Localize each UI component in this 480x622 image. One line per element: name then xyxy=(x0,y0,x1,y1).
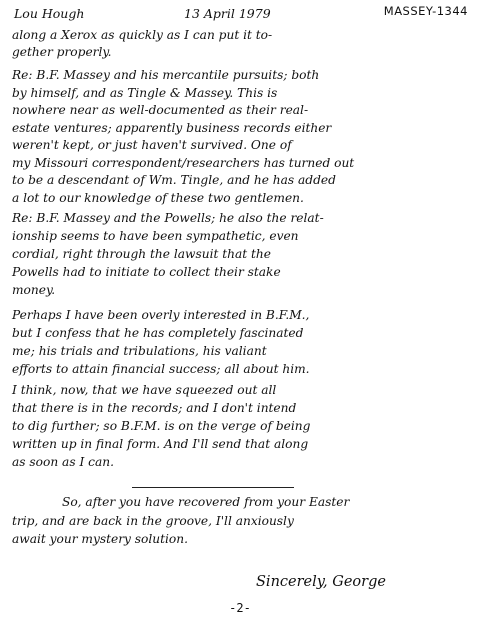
body-line: weren't kept, or just haven't survived. One of xyxy=(12,138,292,152)
body-line: written up in final form. And I'll send that along xyxy=(12,437,309,451)
body-line: but I confess that he has completely fascinated xyxy=(12,326,304,340)
signature-closing: Sincerely, George xyxy=(256,574,386,590)
body-line: await your mystery solution. xyxy=(12,532,188,546)
body-line: ionship seems to have been sympathetic, even xyxy=(12,229,299,243)
body-line: So, after you have recovered from your Easter xyxy=(62,495,350,509)
body-line: estate ventures; apparently business records either xyxy=(12,121,332,135)
reference-code: MASSEY-1344 xyxy=(383,4,468,18)
body-line: my Missouri correspondent/researchers has turned out xyxy=(12,156,355,170)
body-line: I think, now, that we have squeezed out all xyxy=(12,383,277,397)
body-line: to dig further; so B.F.M. is on the verge of being xyxy=(12,419,311,433)
body-line: efforts to attain financial success; all about him. xyxy=(12,362,310,376)
divider-rule xyxy=(132,487,294,488)
letter-date: 13 April 1979 xyxy=(184,6,271,21)
body-line: nowhere near as well-documented as their real- xyxy=(12,103,309,117)
body-line: as soon as I can. xyxy=(12,455,114,469)
body-line: to be a descendant of Wm. Tingle, and he has added xyxy=(12,173,336,187)
body-line: Powells had to initiate to collect their stake xyxy=(12,265,281,279)
body-line: Re: B.F. Massey and the Powells; he also the relat- xyxy=(12,211,324,225)
addressee: Lou Hough xyxy=(14,6,85,21)
body-line: a lot to our knowledge of these two gentlemen. xyxy=(12,191,304,205)
body-line: by himself, and as Tingle & Massey. This is xyxy=(12,86,278,100)
body-line: trip, and are back in the groove, I'll anxiously xyxy=(12,514,294,528)
body-line: along a Xerox as quickly as I can put it to- xyxy=(12,28,273,42)
body-line: money. xyxy=(12,283,56,297)
body-line: that there is in the records; and I don't intend xyxy=(12,401,297,415)
body-line: gether properly. xyxy=(12,45,112,59)
page-number: -2- xyxy=(229,601,251,615)
body-line: Re: B.F. Massey and his mercantile pursuits; both xyxy=(12,68,320,82)
body-line: Perhaps I have been overly interested in B.F.M., xyxy=(12,308,310,322)
body-line: cordial, right through the lawsuit that the xyxy=(12,247,271,261)
body-line: me; his trials and tribulations, his valiant xyxy=(12,344,267,358)
